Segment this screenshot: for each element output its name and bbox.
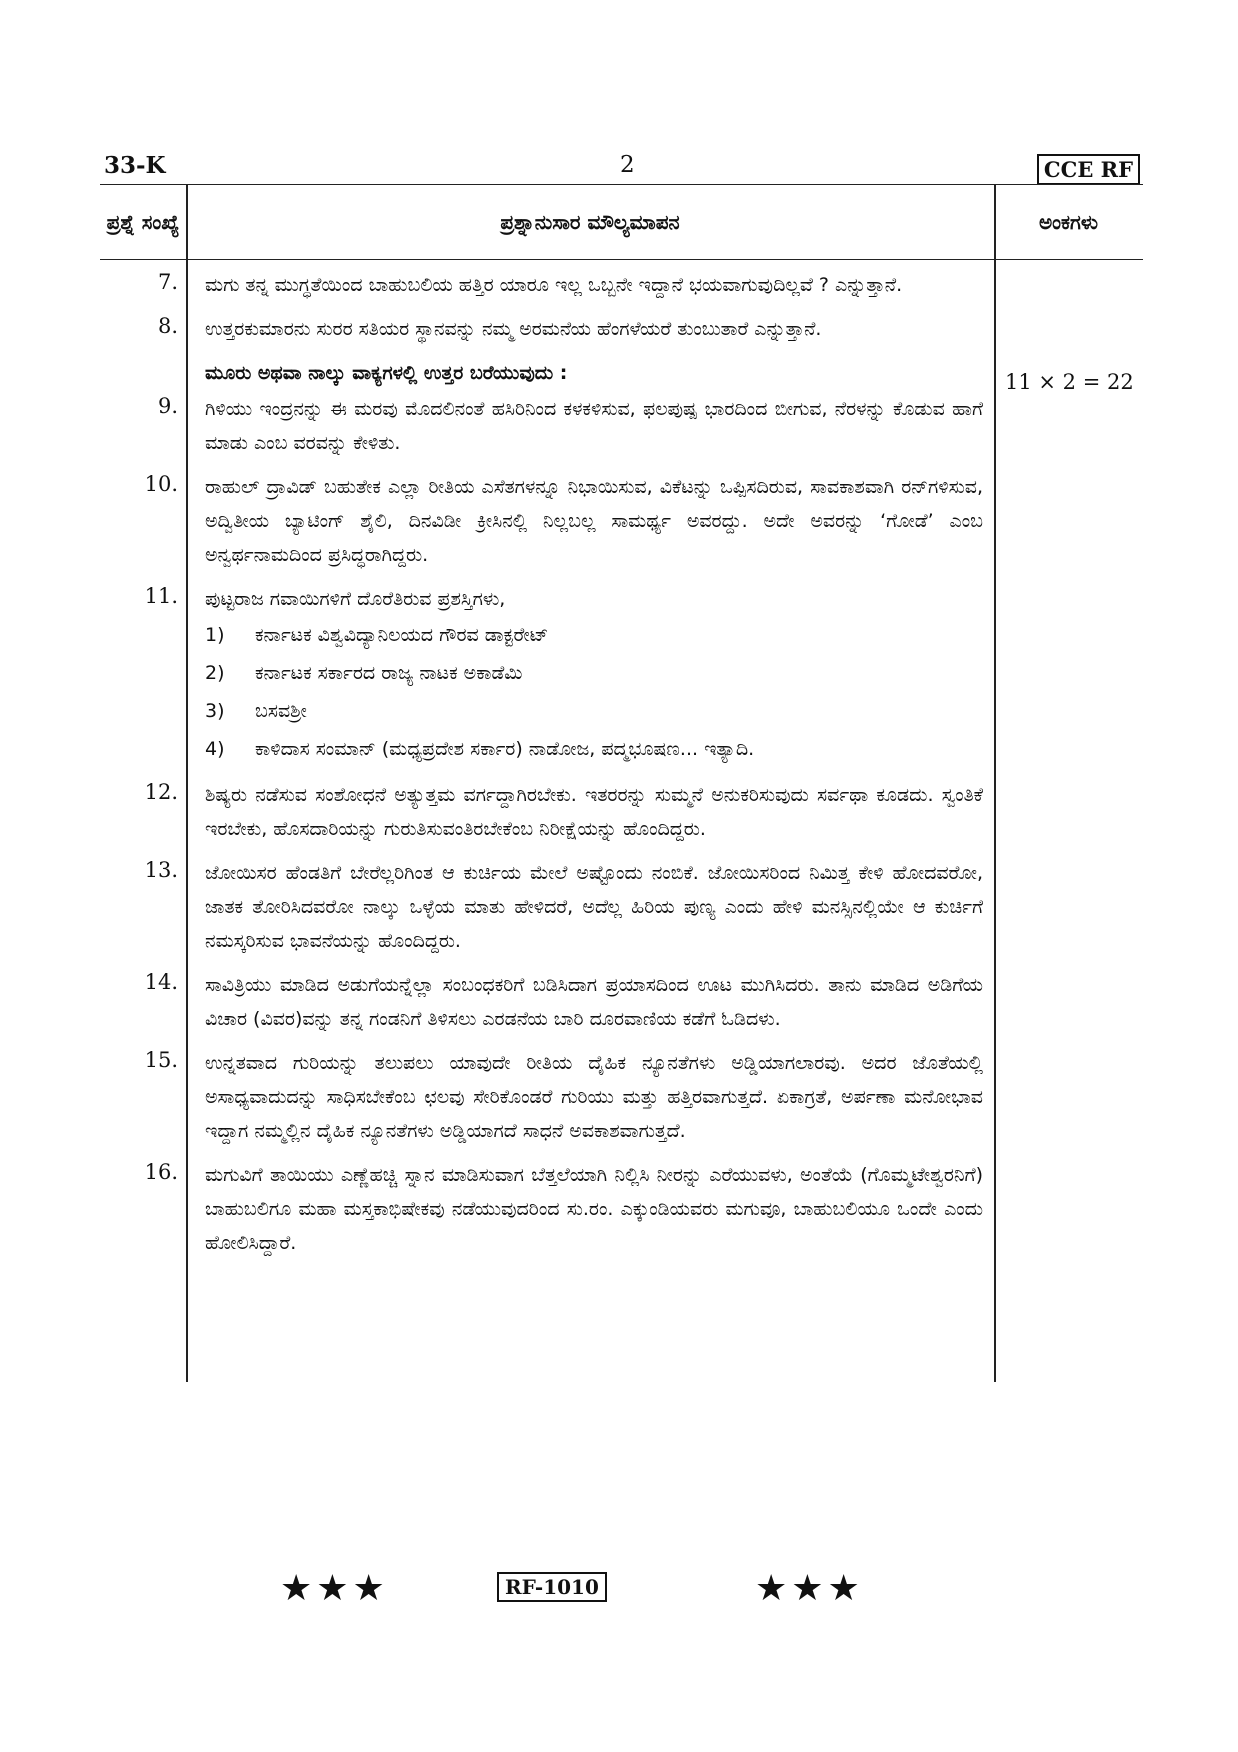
list-item: 1) ಕರ್ನಾಟಕ ವಿಶ್ವವಿದ್ಯಾನಿಲಯದ ಗೌರವ ಡಾಕ್ಟರೇಟ್: [205, 624, 549, 646]
list-item: 4) ಕಾಳಿದಾಸ ಸಂಮಾನ್ (ಮಧ್ಯಪ್ರದೇಶ ಸರ್ಕಾರ) ನಾಡೋಜ, ಪದ್ಮಭೂಷಣ... ಇತ್ಯಾದಿ.: [205, 738, 755, 760]
answer-15: 15. ಉನ್ನತವಾದ ಗುರಿಯನ್ನು ತಲುಪಲು ಯಾವುದೇ ರೀತಿಯ ದೈಹಿಕ ನ್ಯೂನತೆಗಳು ಅಡ್ಡಿಯಾಗಲಾರವು. ಅದರ ಜೊತೆಯಲ್ಲಿ ಅಸಾಧ್ಯವಾದುದನ್ನು ಸಾಧಿಸಬೇಕೆಂಬ ಛಲವು ಸೇರಿಕೊಂಡರೆ ಗುರಿಯು ಮತ್ತು ಹತ್ತಿರವಾಗುತ್ತದೆ. ಏಕಾಗ್ರತೆ, ಅರ್ಪಣಾ ಮನೋಭಾವ ಇದ್ದಾಗ ನಮ್ಮಲ್ಲಿನ ದೈಹಿಕ ನ್ಯೂನತೆಗಳು ಅಡ್ಡಿಯಾಗದೆ ಸಾಧನೆ ಅವಕಾಶವಾಗುತ್ತದೆ.: [144, 1048, 983, 1142]
answer-12: 12. ಶಿಷ್ಯರು ನಡೆಸುವ ಸಂಶೋಧನೆ ಅತ್ಯುತ್ತಮ ವರ್ಗದ್ದಾಗಿರಬೇಕು. ಇತರರನ್ನು ಸುಮ್ಮನೆ ಅನುಕರಿಸುವುದು ಸರ್ವಥಾ ಕೂಡದು. ಸ್ವಂತಿಕೆ ಇರಬೇಕು, ಹೊಸದಾರಿಯನ್ನು ಗುರುತಿಸುವಂತಿರಬೇಕೆಂಬ ನಿರೀಕ್ಷೆಯನ್ನು ಹೊಂದಿದ್ದರು.: [144, 780, 983, 840]
answer-14: 14. ಸಾವಿತ್ರಿಯು ಮಾಡಿದ ಅಡುಗೆಯನ್ನೆಲ್ಲಾ ಸಂಬಂಧಕರಿಗೆ ಬಡಿಸಿದಾಗ ಪ್ರಯಾಸದಿಂದ ಊಟ ಮುಗಿಸಿದರು. ತಾನು ಮಾಡಿದ ಅಡಿಗೆಯ ವಿಚಾರ (ವಿವರ)ವನ್ನು ತನ್ನ ಗಂಡನಿಗೆ ತಿಳಿಸಲು ಎರಡನೆಯ ಬಾರಿ ದೂರವಾಣಿಯ ಕಡೆಗೆ ಓಡಿದಳು.: [144, 970, 983, 1030]
table-header: [100, 184, 1143, 260]
answer-11: 11. ಪುಟ್ಟರಾಜ ಗವಾಯಿಗಳಿಗೆ ದೊರೆತಿರುವ ಪ್ರಶಸ್ತಿಗಳು, 1) ಕರ್ನಾಟಕ ವಿಶ್ವವಿದ್ಯಾನಿಲಯದ ಗೌರವ ಡಾಕ್ಟರೇಟ್ 2) ಕರ್ನಾಟಕ ಸರ್ಕಾರದ ರಾಜ್ಯ ನಾಟಕ ಅಕಾಡೆಮಿ 3) ಬಸವಶ್ರೀ 4) ಕಾಳಿದಾಸ ಸಂಮಾನ್ (ಮಧ್ಯಪ್ರದೇಶ ಸರ್ಕಾರ) ನಾಡೋಜ, ಪದ್ಮಭೂಷಣ... ಇತ್ಯಾದಿ.: [100, 582, 1143, 768]
footer-code-box: RF-1010: [497, 1572, 607, 1602]
answer-9: 9. ಗಿಳಿಯು ಇಂದ್ರನನ್ನು ಈ ಮರವು ಮೊದಲಿನಂತೆ ಹಸಿರಿನಿಂದ ಕಳಕಳಿಸುವ, ಫಲಪುಷ್ಪ ಭಾರದಿಂದ ಬೀಗುವ, ನೆರಳನ್ನು ಕೊಡುವ ಹಾಗೆ ಮಾಡು ಎಂಬ ವರವನ್ನು ಕೇಳಿತು.: [157, 394, 983, 454]
star-icon: ★★★: [755, 1568, 864, 1609]
answer-7: 7. ಮಗು ತನ್ನ ಮುಗ್ಧತೆಯಿಂದ ಬಾಹುಬಲಿಯ ಹತ್ತಿರ ಯಾರೂ ಇಲ್ಲ ಒಬ್ಬನೇ ಇದ್ದಾನೆ ಭಯವಾಗುವುದಿಲ್ಲವೆ ? ಎನ್ನುತ್ತಾನೆ.: [157, 270, 903, 296]
page-footer: [0, 1568, 1238, 1612]
answer-8: 8. ಉತ್ತರಕುಮಾರನು ಸುರರ ಸತಿಯರ ಸ್ಥಾನವನ್ನು ನಮ್ಮ ಅರಮನೆಯ ಹೆಂಗಳೆಯರೆ ತುಂಬುತಾರೆ ಎನ್ನುತ್ತಾನೆ.: [157, 314, 822, 340]
star-icon: ★★★: [280, 1568, 389, 1609]
list-item: 3) ಬಸವಶ್ರೀ: [205, 700, 307, 722]
section-heading: ಮೂರು ಅಥವಾ ನಾಲ್ಕು ವಾಕ್ಯಗಳಲ್ಲಿ ಉತ್ತರ ಬರೆಯುವುದು : 11 × 2 = 22: [100, 356, 1143, 390]
answer-list: [100, 268, 1143, 1270]
page-number: 2: [620, 152, 635, 178]
answer-10: 10. ರಾಹುಲ್ ದ್ರಾವಿಡ್ ಬಹುತೇಕ ಎಲ್ಲಾ ರೀತಿಯ ಎಸೆತಗಳನ್ನೂ ನಿಭಾಯಿಸುವ, ವಿಕೆಟನ್ನು ಒಪ್ಪಿಸದಿರುವ, ಸಾವಕಾಶವಾಗಿ ರನ್‌ಗಳಿಸುವ, ಅದ್ವಿತೀಯ ಬ್ಯಾಟಿಂಗ್ ಶೈಲಿ, ದಿನವಿಡೀ ಕ್ರೀಸಿನಲ್ಲಿ ನಿಲ್ಲಬಲ್ಲ ಸಾಮರ್ಥ್ಯ ಅವರದ್ದು. ಅದೇ ಅವರನ್ನು ‘ಗೋಡೆ’ ಎಂಬ ಅನ್ವರ್ಥನಾಮದಿಂದ ಪ್ರಸಿದ್ಧರಾಗಿದ್ದರು.: [144, 472, 983, 566]
exam-code-box: CCE RF: [1037, 154, 1140, 185]
answer-13: 13. ಜೋಯಿಸರ ಹೆಂಡತಿಗೆ ಬೇರೆಲ್ಲರಿಗಿಂತ ಆ ಕುರ್ಚಿಯ ಮೇಲೆ ಅಷ್ಟೊಂದು ನಂಬಿಕೆ. ಜೋಯಿಸರಿಂದ ನಿಮಿತ್ತ ಕೇಳಿ ಹೋದವರೋ, ಜಾತಕ ತೋರಿಸಿದವರೋ ನಾಲ್ಕು ಒಳ್ಳೆಯ ಮಾತು ಹೇಳಿದರೆ, ಅದೆಲ್ಲ ಹಿರಿಯ ಪುಣ್ಯ ಎಂದು ಹೇಳಿ ಮನಸ್ಸಿನಲ್ಲಿಯೇ ಆ ಕುರ್ಚಿಗೆ ನಮಸ್ಕರಿಸುವ ಭಾವನೆಯನ್ನು ಹೊಂದಿದ್ದರು.: [144, 858, 983, 952]
header-marks: ಅಂಕಗಳು: [1038, 210, 1099, 234]
header-evaluation: ಪ್ರಶ್ನಾನುಸಾರ ಮೌಲ್ಯಮಾಪನ: [500, 210, 680, 234]
answer-16: 16. ಮಗುವಿಗೆ ತಾಯಿಯು ಎಣ್ಣೆಹಚ್ಚಿ ಸ್ನಾನ ಮಾಡಿಸುವಾಗ ಬೆತ್ತಲೆಯಾಗಿ ನಿಲ್ಲಿಸಿ ನೀರನ್ನು ಎರೆಯುವಳು, ಅಂತೆಯೆ (ಗೊಮ್ಮಟೇಶ್ವರನಿಗೆ) ಬಾಹುಬಲಿಗೂ ಮಹಾ ಮಸ್ತಕಾಭಿಷೇಕವು ನಡೆಯುವುದರಿಂದ ಸು.ರಂ. ಎಕ್ಕುಂಡಿಯವರು ಮಗುವೂ, ಬಾಹುಬಲಿಯೂ ಒಂದೇ ಎಂದು ಹೋಲಿಸಿದ್ದಾರೆ.: [144, 1160, 983, 1254]
page-header: [100, 152, 1140, 188]
header-question-number: ಪ್ರಶ್ನೆ ಸಂಖ್ಯೆ: [106, 210, 180, 234]
paper-code: 33-K: [104, 152, 166, 179]
section-marks: 11 × 2 = 22: [1005, 370, 1134, 394]
list-item: 2) ಕರ್ನಾಟಕ ಸರ್ಕಾರದ ರಾಜ್ಯ ನಾಟಕ ಅಕಾಡೆಮಿ: [205, 662, 523, 684]
